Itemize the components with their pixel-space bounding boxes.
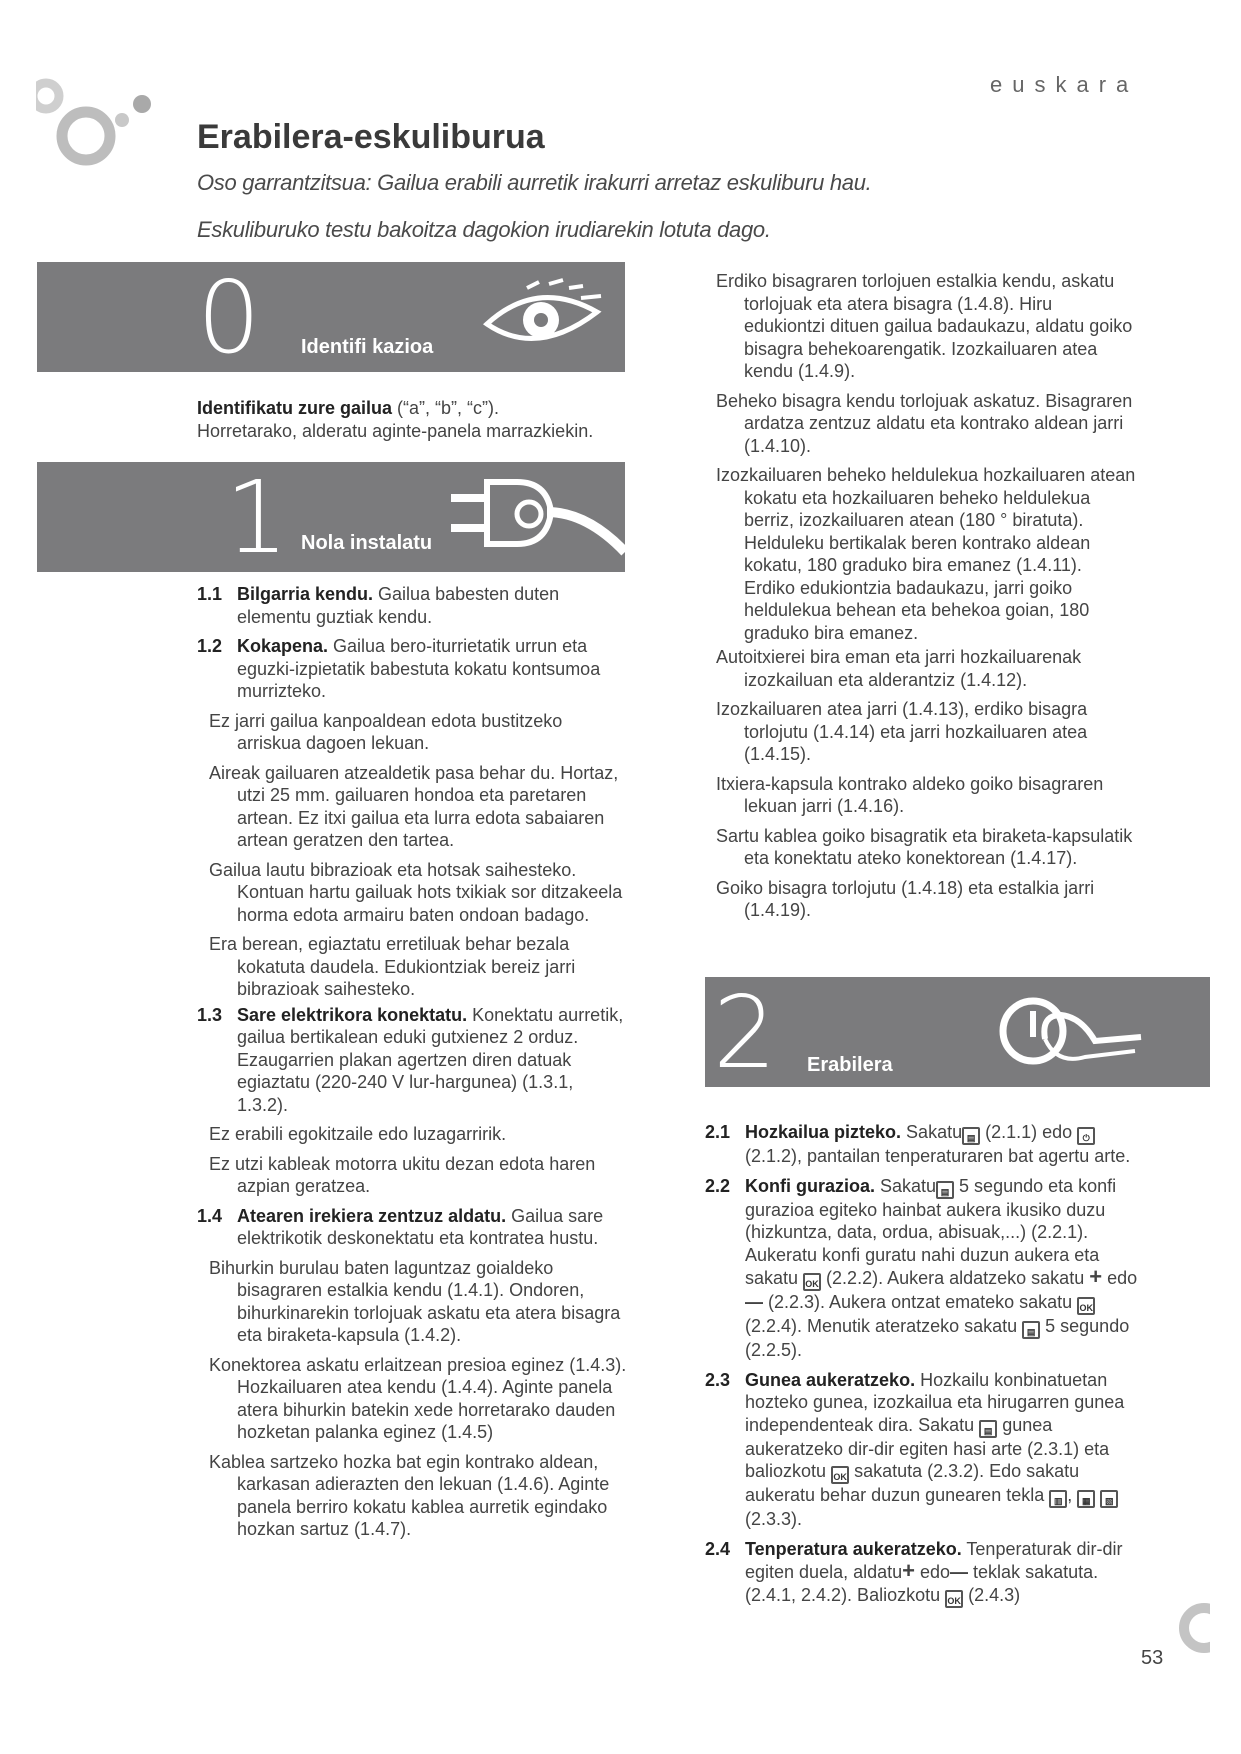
install-paragraph: Izozkailuaren atea jarri (1.4.13), erdiko bisagra torlojutu (1.4.14) eta jarri hozkailuaren atea (1.4.15). <box>716 699 1088 764</box>
section-number: 0 <box>197 262 261 372</box>
install-paragraph: Itxiera-kapsula kontrako aldeko goiko bisagraren lekuan jarri (1.4.16). <box>716 773 1104 816</box>
install-paragraph: Autoitxierei bira eman eta jarri hozkailuarenak izozkailuan eta alderantziz (1.4.12). <box>716 647 1082 690</box>
fridge-key-icon: ▤ <box>979 1420 997 1438</box>
fridge-key-icon: ▤ <box>936 1181 954 1199</box>
zone-key-icon: ▧ <box>1100 1490 1118 1508</box>
plug-icon <box>447 468 625 568</box>
identify-block <box>197 397 627 442</box>
identify-text: Horretarako, alderatu aginte-panela marrazkiekin. <box>197 420 594 441</box>
install-paragraph: Konektorea askatu erlaitzean presioa eginez (1.4.3). Hozkailuaren atea kendu (1.4.4). Aginte panela atera bihurkin batekin xede horretarako dauden hozketan palanka eginez (1.4.5) <box>209 1354 627 1442</box>
zone-key-icon: ▦ <box>1077 1490 1095 1508</box>
section-banner-usage <box>705 977 1210 1087</box>
power-key-icon: ⏻ <box>1077 1127 1095 1145</box>
section-label: Identifi kazioa <box>301 336 434 358</box>
ok-key-icon: OK <box>945 1590 963 1608</box>
language-label: euskara <box>990 72 1139 97</box>
section-banner-identification <box>37 262 625 372</box>
install-paragraph: Ez utzi kableak motorra ukitu dezan edota haren azpian geratzea. <box>209 1153 596 1196</box>
minus-key-icon: — <box>745 1292 763 1312</box>
usage-item-2-4: 2.4 Tenperatura aukeratzeko. Tenperaturak dir-dir egiten duela, aldatu+ edo— teklak sakatuta. (2.4.1, 2.4.2). Baliozkotu OK (2.4.3) <box>705 1538 1123 1606</box>
install-continued-column <box>716 270 1136 929</box>
page-number: 53 <box>1141 1647 1164 1669</box>
install-paragraph: Bihurkin burulau baten laguntzaz goialdeko bisagraren estalkia kendu (1.4.1). Ondoren, bihurkinarekin torlojuak askatu eta atera bisagra eta biraketa-kapsula (1.4.2). <box>209 1257 621 1345</box>
install-paragraph: Beheko bisagra kendu torlojuak askatuz. Bisagraren ardatza zentzuz aldatu eta kontrako aldean jarri (1.4.10). <box>716 390 1133 456</box>
install-item-1-1: 1.1 Bilgarria kendu. Gailua babesten duten elementu guztiak kendu. <box>197 584 560 627</box>
install-paragraph: Aireak gailuaren atzealdetik pasa behar du. Hortaz, utzi 25 mm. gailuaren hondoa eta paretaren artean. Ez itxi gailua eta lurra edota sabaiaren artean geratzen den tartea. <box>209 762 619 850</box>
usage-item-2-3: 2.3 Gunea aukeratzeko. Hozkailu konbinatuetan hozteko gunea, izozkailua eta hirugarren gunea independenteak dira. Sakatu ▤ gunea aukeratzeko dir-dir egiten hasi arte (2.3.1) eta baliozkotu OK sakatuta (2.3.2). Edo sakatu aukeratu behar duzun gunearen tekla ▥ , ▦ ▧ (2.3.3). <box>705 1369 1125 1529</box>
install-item-1-3: 1.3 Sare elektrikora konektatu. Konektatu aurretik, gailua bertikalean eduki gutxienez 2 orduz. Ezaugarrien plakan agertzen diren datuak egiaztatu (220-240 V lur-hargunea) (1.3.1, 1.3.2). <box>197 1004 624 1115</box>
section-banner-install <box>37 462 625 572</box>
usage-item-2-2: 2.2 Konfi gurazioa. Sakatu ▤ 5 segundo eta konfi gurazioa egiteko hainbat aukera ikusiko duzu (hizkuntza, data, ordua, abisuak,...) (2.2.1). Aukeratu konfi guratu nahi duzun aukera eta sakatu OK (2.2.2). Aukera aldatzeko sakatu + edo — (2.2.3). Aukera ontzat emateko sakatu OK (2.2.4). Menutik ateratzeko sakatu ▤ 5 segundo (2.2.5). <box>705 1175 1138 1360</box>
install-paragraph: Izozkailuaren beheko heldulekua hozkailuaren atean kokatu eta hozkailuaren beheko heldulekua berriz, izozkailuaren atean (180 ° biratuta). Helduleku bertikalak beren kontrako aldean kokatu, 180 graduko bira emanez (1.4.11). Erdiko edukiontzia badaukazu, jarri goiko heldulekua behean eta behekoa goian, 180 graduko bira emanez. <box>716 465 1136 643</box>
zone-key-icon: ▥ <box>1049 1490 1067 1508</box>
install-paragraph: Ez jarri gailua kanpoaldean edota bustitzeko arriskua dagoen lekuan. <box>209 710 563 753</box>
identify-quote: (“a”, “b”, “c”). <box>397 398 500 418</box>
subtitle-images: Eskuliburuko testu bakoitza dagokion irudiarekin lotuta dago. <box>197 217 771 242</box>
plus-key-icon: + <box>902 1558 915 1583</box>
install-paragraph: Era berean, egiaztatu erretiluak behar bezala kokatuta daudela. Edukiontziak bereiz jarri bibrazioak saihesteko. <box>209 934 576 999</box>
install-column <box>197 583 629 1548</box>
section-label: Nola instalatu <box>301 532 433 554</box>
fridge-key-icon: ▤ <box>962 1127 980 1145</box>
subtitle-important: Oso garrantzitsua: Gailua erabili aurretik irakurri arretaz eskuliburu hau. <box>197 170 872 195</box>
install-paragraph: Gailua lautu bibrazioak eta hotsak saihesteko. Kontuan hartu gailuak hots txikiak sor ditzakeela horma edota armairu baten ondoan badago. <box>209 859 623 925</box>
section-label: Erabilera <box>807 1054 893 1076</box>
ok-key-icon: OK <box>1077 1297 1095 1315</box>
usage-column <box>705 1121 1145 1615</box>
eye-icon <box>477 272 617 362</box>
ok-key-icon: OK <box>831 1466 849 1484</box>
identify-heading: Identifikatu zure gailua <box>197 398 393 418</box>
install-item-1-4: 1.4 Atearen irekiera zentzuz aldatu. Gailua sare elektrikotik deskonektatu eta kontratea hustu. <box>197 1205 604 1248</box>
brand-logo <box>36 76 166 176</box>
install-paragraph: Kablea sartzeko hozka bat egin kontrako aldean, karkasan adierazten den lekuan (1.4.6). Aginte panela berriro kokatu kablea aurretik egindako hozkan sartuz (1.4.7). <box>209 1451 610 1539</box>
corner-decoration-icon <box>1170 1598 1210 1658</box>
fridge-key-icon: ▤ <box>1022 1321 1040 1339</box>
finger-button-icon <box>985 985 1145 1080</box>
section-number: 1 <box>225 462 289 572</box>
install-item-1-2: 1.2 Kokapena. Gailua bero-iturrietatik urrun eta eguzki-izpietatik babestuta kokatu kontsumoa murrizteko. <box>197 636 601 701</box>
install-paragraph: Goiko bisagra torlojutu (1.4.18) eta estalkia jarri (1.4.19). <box>716 877 1095 920</box>
ok-key-icon: OK <box>803 1273 821 1291</box>
install-paragraph: Ez erabili egokitzaile edo luzagarririk. <box>209 1124 507 1144</box>
install-paragraph: Sartu kablea goiko bisagratik eta biraketa-kapsulatik eta konektatu ateko konektorean (1.4.17). <box>716 825 1133 868</box>
page-title: Erabilera-eskuliburua <box>197 118 545 156</box>
section-number: 2 <box>713 977 777 1087</box>
plus-key-icon: + <box>1089 1264 1103 1289</box>
minus-key-icon: — <box>950 1562 969 1582</box>
install-paragraph: Erdiko bisagraren torlojuen estalkia kendu, askatu torlojuak eta atera bisagra (1.4.8). Hiru edukiontzi dituen gailua badaukazu, aldatu goiko bisagra behekoarengatik. Izozkailuaren atea kendu (1.4.9). <box>716 271 1133 381</box>
usage-item-2-1: 2.1 Hozkailua pizteko. Sakatu ▤ (2.1.1) edo ⏻ (2.1.2), pantailan tenperaturaren bat agertu arte. <box>705 1122 1131 1166</box>
